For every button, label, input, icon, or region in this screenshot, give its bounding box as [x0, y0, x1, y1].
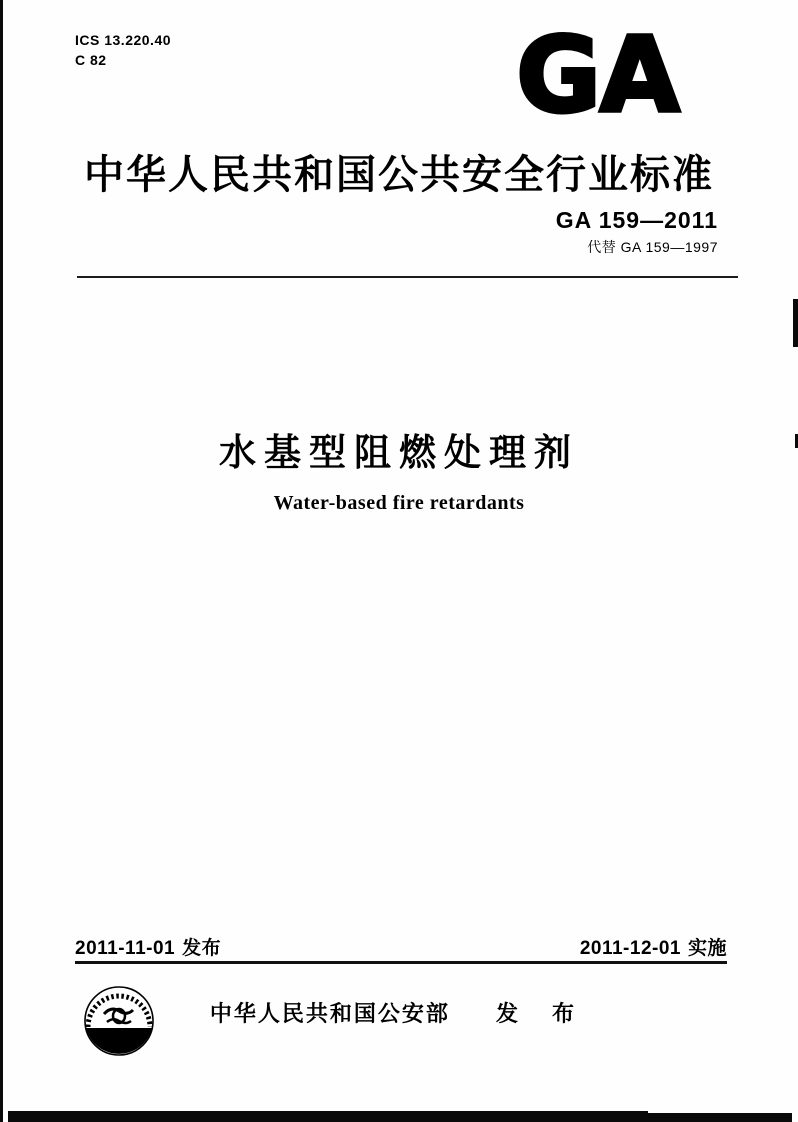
- footer-rule: [75, 961, 727, 964]
- replaces-note: 代替 GA 159—1997: [587, 239, 718, 256]
- issue-date: 2011-11-01: [75, 938, 176, 959]
- class-code: C 82: [75, 52, 107, 69]
- impl-date-group: [580, 933, 727, 960]
- ics-classification: [75, 30, 171, 71]
- standard-number-block: [556, 208, 718, 257]
- document-title-cn: 水基型阻燃处理剂: [219, 432, 579, 473]
- impl-date: 2011-12-01: [579, 938, 681, 959]
- standard-number: GA 159—2011: [555, 207, 718, 233]
- ga-logo: GA: [516, 16, 679, 136]
- scan-edge-bottom-thick: [8, 1111, 648, 1115]
- impl-label: 实施: [687, 938, 727, 959]
- ics-code: ICS 13.220.40: [75, 32, 172, 48]
- standard-type-title: 中华人民共和国公共安全行业标准: [84, 153, 714, 197]
- anti-counterfeit-seal-icon: [80, 982, 158, 1069]
- scan-edge-right-mark: [793, 299, 798, 347]
- document-title-en: Water-based fire retardants: [273, 492, 525, 514]
- issue-label: 发布: [182, 938, 222, 959]
- dates-row: [75, 933, 727, 960]
- issue-date-group: [75, 933, 221, 960]
- header-rule: [77, 276, 738, 278]
- publisher-name: 中华人民共和国公安部: [209, 1001, 450, 1026]
- publish-action: 发 布: [495, 1001, 589, 1026]
